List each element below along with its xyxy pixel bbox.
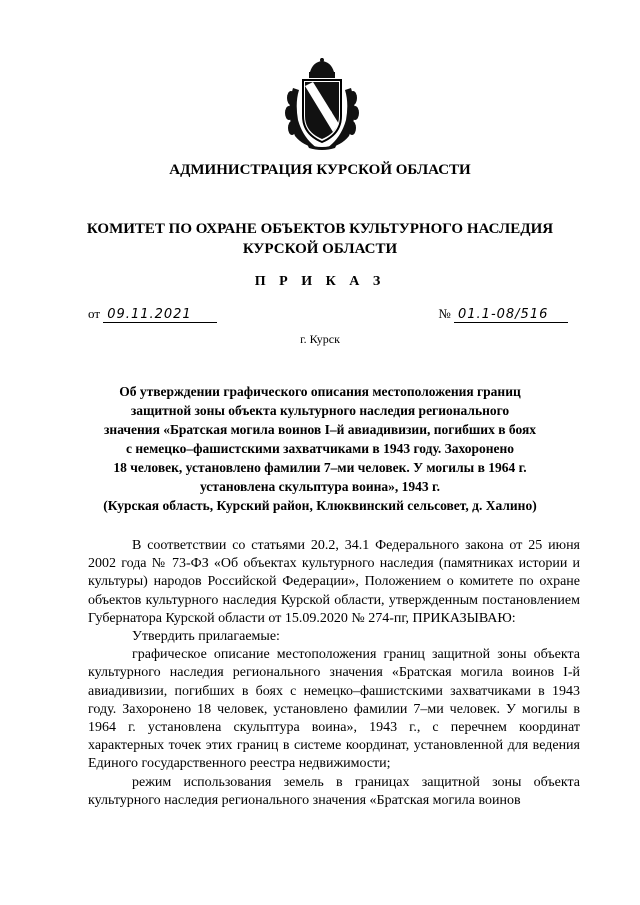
- committee-title-line1: КОМИТЕТ ПО ОХРАНЕ ОБЪЕКТОВ КУЛЬТУРНОГО НАСЛЕДИЯ: [86, 221, 554, 237]
- subject-line: значения «Братская могила воинов I–й авиадивизии, погибших в боях: [104, 422, 536, 437]
- subject-line: (Курская область, Курский район, Клюквинский сельсовет, д. Халино): [103, 498, 537, 513]
- body-paragraph: режим использования земель в границах защитной зоны объекта культурного наследия регионального значения «Братская могила воинов: [88, 774, 580, 808]
- administration-title: АДМИНИСТРАЦИЯ КУРСКОЙ ОБЛАСТИ: [169, 162, 471, 178]
- number-value: 01.1-08/516: [454, 308, 568, 323]
- body-paragraph: Утвердить прилагаемые:: [132, 629, 280, 645]
- subject-line: установлена скульптура воина», 1943 г.: [199, 479, 441, 494]
- date-value: 09.11.2021: [103, 308, 217, 323]
- order-date: [88, 306, 217, 323]
- committee-title-line2: КУРСКОЙ ОБЛАСТИ: [242, 241, 398, 257]
- date-prefix: от: [88, 306, 101, 321]
- subject-line: Об утверждении графического описания местоположения границ: [119, 384, 521, 399]
- committee-title: [60, 219, 580, 259]
- date-number-line: [88, 306, 568, 326]
- subject-line: 18 человек, установлено фамилии 7–ми человек. У могилы в 1964 г.: [113, 460, 527, 475]
- subject-line: защитной зоны объекта культурного наследия регионального: [130, 403, 510, 418]
- subject-line: с немецко–фашистскими захватчиками в 1943 году. Захоронено: [125, 441, 515, 456]
- order-number: [438, 306, 568, 323]
- order-subject: [80, 382, 560, 515]
- city-label: г. Курск: [300, 332, 340, 346]
- order-body: [88, 537, 580, 810]
- body-paragraph: В соответствии со статьями 20.2, 34.1 Федерального закона от 25 июня 2002 года № 73-ФЗ «Об объектах культурного наследия (памятниках истории и культуры) народов Российской Федерации», Положением о комитете по охране объектов культурного наследия Курской области, утвержденным постановлением Губернатора Курской области от 15.09.2020 № 274-пг, ПРИКАЗЫВАЮ:: [88, 538, 580, 626]
- coat-of-arms-emblem: [283, 58, 361, 150]
- body-paragraph: графическое описание местоположения границ защитной зоны объекта культурного наследия регионального значения «Братская могила воинов I-й авиадивизии, погибших в боях с немецко–фашистскими захватчиками в 1943 году. Захоронено 18 человек, установлено фамилии 7–ми человек. У могилы в 1964 г. установлена скульптура воина», 1943 г., с перечнем координат характерных точек этих границ в системе координат, установленной для ведения Единого государственного реестра недвижимости;: [88, 647, 580, 772]
- document-type-title: П Р И К А З: [254, 274, 386, 289]
- number-prefix: №: [438, 306, 451, 321]
